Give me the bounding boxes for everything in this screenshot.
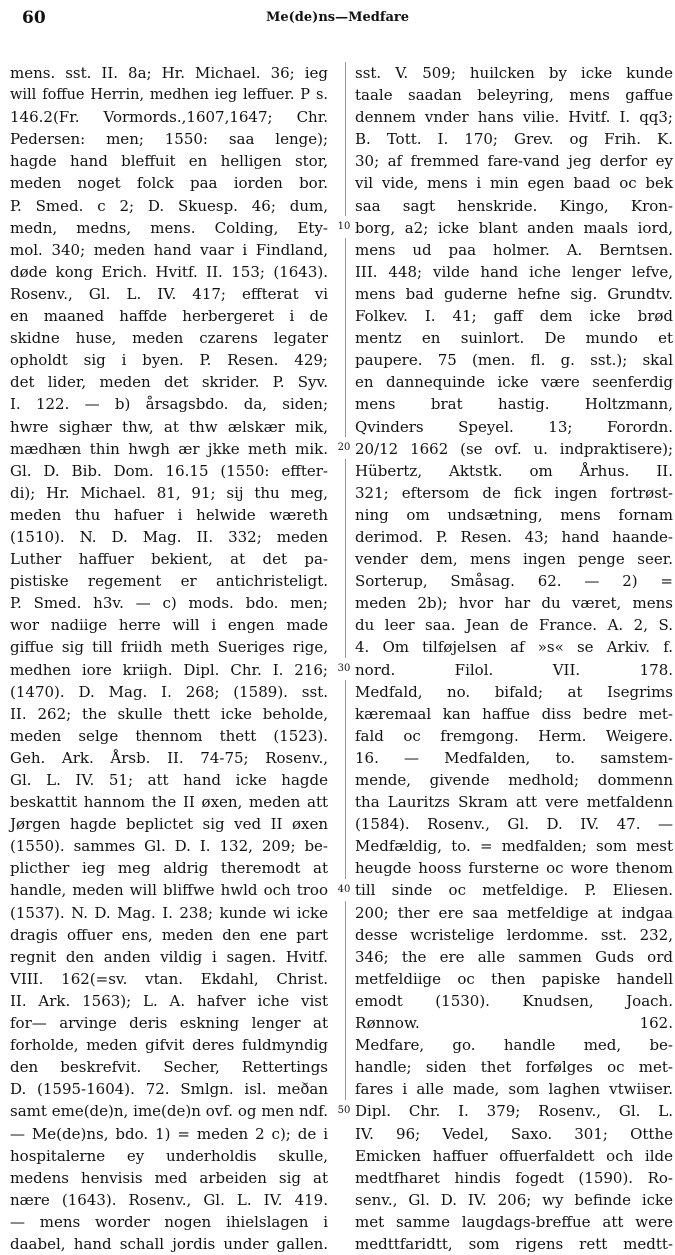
- text-line: meden noget folck paa iorden bor.: [10, 174, 328, 193]
- page-header: [0, 8, 675, 30]
- text-line: regnit den anden vildig i sagen. Hvitf.: [10, 947, 328, 966]
- text-line: Folkev. I. 41; gaff dem icke brød: [355, 307, 673, 326]
- text-line: met samme laugdags-breffue att were: [355, 1212, 673, 1231]
- text-line: plicther ieg meg aldrig theremodt at: [10, 859, 328, 878]
- line-number-20: 20: [333, 437, 355, 459]
- text-line: — mens worder nogen ihielslagen i: [10, 1212, 328, 1231]
- text-line: saa sagt henskride. Kingo, Kron-: [355, 196, 673, 215]
- page-number: 60: [22, 8, 46, 28]
- text-line: dragis offuer ens, meden den ene part: [10, 925, 328, 944]
- text-line: Hübertz, Aktstk. om Århus. II.: [355, 461, 673, 480]
- text-line: Pedersen: men; 1550: saa lenge);: [10, 130, 328, 149]
- text-line: Luther haffuer bekient, at det pa-: [10, 550, 328, 569]
- text-line: senv., Gl. D. IV. 206; wy befinde icke: [355, 1190, 673, 1209]
- text-line: (1470). D. Mag. I. 268; (1589). sst.: [10, 682, 328, 701]
- text-line: samt eme(de)n, ime(de)n ovf. og men ndf.: [10, 1102, 328, 1121]
- text-line: 20/12 1662 (se ovf. u. indpraktisere);: [355, 439, 673, 458]
- text-line: meden selge thennom thett (1523).: [10, 726, 328, 745]
- text-line: mens brat hastig. Holtzmann,: [355, 395, 673, 414]
- text-line: mens ud paa holmer. A. Berntsen.: [355, 240, 673, 259]
- text-line: 321; eftersom de fick ingen fortrøst-: [355, 483, 673, 502]
- text-line: P. Smed. h3v. — c) mods. bdo. men;: [10, 594, 328, 613]
- text-line: forholde, meden gifvit deres fuldmyndig: [10, 1036, 328, 1055]
- text-line: desse wcristelige lerdomme. sst. 232,: [355, 925, 673, 944]
- text-line: Medfare, go. handle med, be-: [355, 1036, 673, 1055]
- right-column: [355, 62, 673, 1253]
- text-line: II. 262; the skulle thett icke beholde,: [10, 704, 328, 723]
- text-line: en maaned haffde herbergeret i de: [10, 307, 328, 326]
- text-line: vil vide, mens i min egen baad oc bek: [355, 174, 673, 193]
- text-line: (1510). N. D. Mag. II. 332; meden: [10, 527, 328, 546]
- text-line: D. (1595-1604). 72. Smlgn. isl. meðan: [10, 1080, 328, 1099]
- text-line: mædhæn thin hwgh ær jkke meth mik.: [10, 439, 328, 458]
- text-line: (1537). N. D. Mag. I. 238; kunde wi icke: [10, 903, 328, 922]
- text-line: giffue sig till friidh meth Sueriges rige,: [10, 638, 328, 657]
- text-line: di); Hr. Michael. 81, 91; sij thu meg,: [10, 483, 328, 502]
- text-line: derimod. P. Resen. 43; hand haande-: [355, 527, 673, 546]
- text-line: Jørgen hagde beplictet sig ved II øxen: [10, 815, 328, 834]
- text-line: handle; siden thet forfølges oc met-: [355, 1058, 673, 1077]
- text-line: hwre sighær thw, at thw ælskær mik,: [10, 417, 328, 436]
- text-line: daabel, hand schall jordis under gallen.: [10, 1234, 328, 1253]
- text-line: ning om undsætning, mens fornam: [355, 505, 673, 524]
- text-line: en dannequinde icke være seenferdig: [355, 373, 673, 392]
- text-line: nære (1643). Rosenv., Gl. L. IV. 419.: [10, 1190, 328, 1209]
- text-line: vender dem, mens ingen penge seer.: [355, 550, 673, 569]
- text-line: 16. — Medfalden, to. samstem-: [355, 748, 673, 767]
- text-line: nord. Filol. VII. 178.: [355, 660, 673, 679]
- text-line: — Me(de)ns, bdo. 1) = meden 2 c); de i: [10, 1124, 328, 1143]
- text-line: IV. 96; Vedel, Saxo. 301; Otthe: [355, 1124, 673, 1143]
- text-line: medhen iore kriigh. Dipl. Chr. I. 216;: [10, 660, 328, 679]
- text-line: Qvinders Speyel. 13; Forordn.: [355, 417, 673, 436]
- text-line: fald oc fremgong. Herm. Weigere.: [355, 726, 673, 745]
- text-line: I. 122. — b) årsagsbdo. da, siden;: [10, 395, 328, 414]
- text-line: heugde hooss fursterne oc wore thenom: [355, 859, 673, 878]
- text-line: Sorterup, Småsag. 62. — 2) =: [355, 572, 673, 591]
- text-line: du leer saa. Jean de France. A. 2, S.: [355, 616, 673, 635]
- text-line: skidne huse, meden czarens legater: [10, 329, 328, 348]
- running-head: Me(de)ns—Medfare: [266, 10, 409, 25]
- text-line: opholdt sig i byen. P. Resen. 429;: [10, 351, 328, 370]
- text-line: P. Smed. c 2; D. Skuesp. 46; dum,: [10, 196, 328, 215]
- text-line: Medfald, no. bifald; at Isegrims: [355, 682, 673, 701]
- text-line: will foffue Herrin, medhen ieg leffuer. P s.: [10, 87, 328, 104]
- text-line: 146.2(Fr. Vormords.,1607,1647; Chr.: [10, 108, 328, 127]
- text-line: 346; the ere alle sammen Guds ord: [355, 947, 673, 966]
- text-line: B. Tott. I. 170; Grev. og Frih. K.: [355, 130, 673, 149]
- text-line: mentz en suinlort. De mundo et: [355, 329, 673, 348]
- text-line: sst. V. 509; huilcken by icke kunde: [355, 64, 673, 82]
- text-line: Gl. L. IV. 51; att hand icke hagde: [10, 771, 328, 789]
- text-line: fares i alle made, som laghen vtwiiser.: [355, 1080, 673, 1099]
- line-number-30: 30: [333, 658, 355, 680]
- text-line: (1584). Rosenv., Gl. D. IV. 47. —: [355, 815, 673, 834]
- text-line: Rosenv., Gl. L. IV. 417; effterat vi: [10, 284, 328, 303]
- text-line: taale saadan beleyring, mens gaffue: [355, 86, 673, 105]
- text-line: III. 448; vilde hand iche lenger lefve,: [355, 262, 673, 281]
- text-line: det lider, meden det skrider. P. Syv.: [10, 373, 328, 392]
- text-line: den beskrefvit. Secher, Rettertings: [10, 1058, 328, 1077]
- text-line: Rønnow. 162.: [355, 1014, 673, 1033]
- text-line: till sinde oc metfeldige. P. Eliesen.: [355, 881, 673, 900]
- text-line: tha Lauritzs Skram att vere metfaldenn: [355, 793, 673, 812]
- text-line: medtfharet hindis fogedt (1590). Ro-: [355, 1168, 673, 1187]
- text-line: paupere. 75 (men. fl. g. sst.); skal: [355, 351, 673, 370]
- text-line: (1550). sammes Gl. D. I. 132, 209; be-: [10, 837, 328, 856]
- text-line: meden thu hafuer i helwide wæreth: [10, 505, 328, 524]
- text-line: mens. sst. II. 8a; Hr. Michael. 36; ieg: [10, 64, 328, 82]
- text-line: medttfaridtt, som rigens rett medtt-: [355, 1234, 673, 1253]
- text-line: dennem vnder hans vilie. Hvitf. I. qq3;: [355, 108, 673, 127]
- text-line: mol. 340; meden hand vaar i Findland,: [10, 240, 328, 259]
- text-line: 4. Om tilføjelsen af »s« se Arkiv. f.: [355, 638, 673, 657]
- text-line: pistiske regement er antichristeligt.: [10, 572, 328, 591]
- text-line: meden 2b); hvor har du været, mens: [355, 594, 673, 613]
- text-line: døde kong Erich. Hvitf. II. 153; (1643).: [10, 262, 328, 281]
- text-line: Dipl. Chr. I. 379; Rosenv., Gl. L.: [355, 1102, 673, 1121]
- line-number-40: 40: [333, 879, 355, 901]
- text-line: II. Ark. 1563); L. A. hafver iche vist: [10, 991, 328, 1010]
- text-line: hagde hand bleffuit en helligen stor,: [10, 152, 328, 171]
- text-line: medens henvisis med arbeiden sig at: [10, 1168, 328, 1187]
- text-line: 200; ther ere saa metfeldige at indgaa: [355, 903, 673, 922]
- text-line: handle, meden will bliffwe hwld och troo: [10, 881, 328, 900]
- text-line: Emicken haffuer offuerfaldett och ilde: [355, 1146, 673, 1165]
- text-line: for— arvinge deris eskning lenger at: [10, 1014, 328, 1033]
- left-column: [10, 62, 328, 1253]
- text-line: Geh. Ark. Årsb. II. 74-75; Rosenv.,: [10, 748, 328, 767]
- text-line: mens bad guderne hefne sig. Grundtv.: [355, 284, 673, 303]
- text-line: metfeldiige oc then papiske handell: [355, 969, 673, 988]
- text-line: medn, medns, mens. Colding, Ety-: [10, 218, 328, 237]
- line-number-10: 10: [333, 216, 355, 238]
- text-line: VIII. 162(=sv. vtan. Ekdahl, Christ.: [10, 969, 328, 988]
- text-line: wor nadiige herre will i engen made: [10, 616, 328, 635]
- text-line: 30; af fremmed fare-vand jeg derfor ey: [355, 152, 673, 171]
- text-line: kæremaal kan haffue diss bedre met-: [355, 704, 673, 723]
- text-line: emodt (1530). Knudsen, Joach.: [355, 991, 673, 1010]
- text-line: beskattit hannom the II øxen, meden att: [10, 793, 328, 812]
- text-line: Medfældig, to. = medfalden; som mest: [355, 837, 673, 856]
- text-line: hospitalerne ey underholdis skulle,: [10, 1146, 328, 1165]
- text-line: Gl. D. Bib. Dom. 16.15 (1550: effter-: [10, 461, 328, 480]
- line-number-50: 50: [333, 1100, 355, 1122]
- text-line: mende, givende medhold; dommenn: [355, 771, 673, 789]
- text-line: borg, a2; icke blant anden maals iord,: [355, 218, 673, 237]
